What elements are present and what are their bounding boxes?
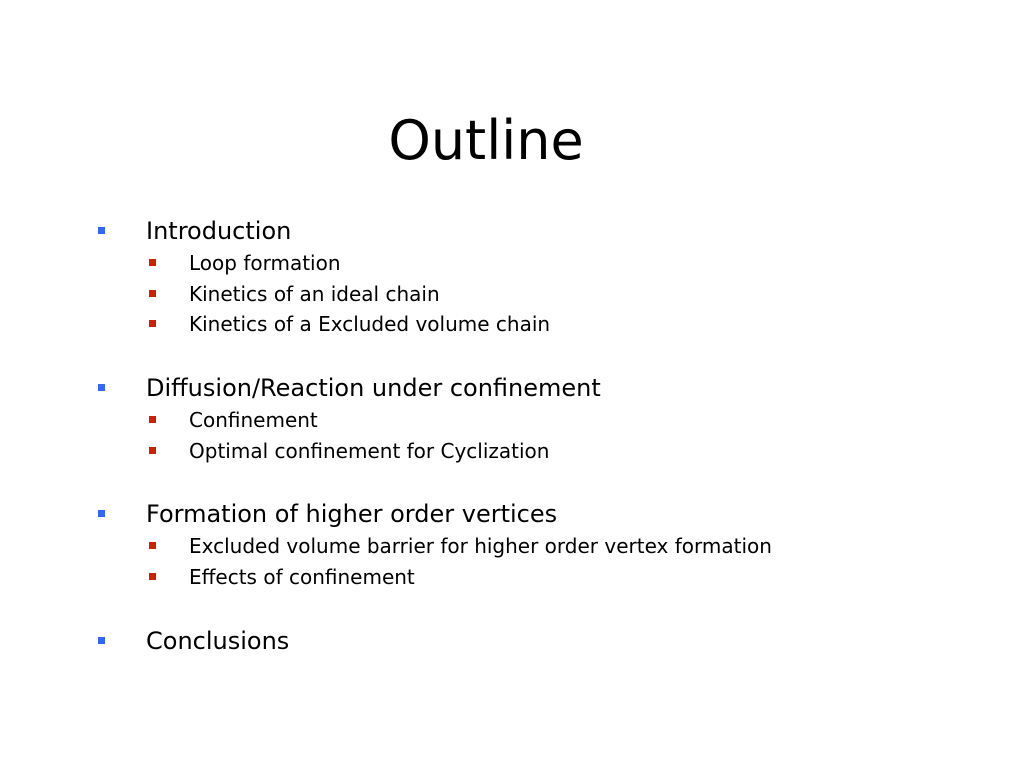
square-bullet-icon: [149, 259, 156, 266]
outline-subitem-label: Kinetics of a Excluded volume chain: [189, 312, 551, 336]
outline-subitem: [189, 533, 772, 559]
slide-title: Outline: [388, 109, 584, 172]
square-bullet-icon: [149, 416, 156, 423]
outline-subitem: [189, 438, 549, 464]
outline-item-label: Formation of higher order vertices: [146, 500, 558, 528]
square-bullet-icon: [149, 320, 156, 327]
outline-subitem: [189, 281, 440, 307]
outline-subitem: [189, 250, 341, 276]
outline-item-label: Diffusion/Reaction under confinement: [146, 374, 601, 402]
square-bullet-icon: [98, 384, 105, 391]
outline-item-higher-order-vertices: [146, 499, 557, 529]
square-bullet-icon: [149, 542, 156, 549]
outline-subitem-label: Effects of confinement: [189, 565, 415, 589]
outline-item-label: Introduction: [146, 217, 292, 245]
outline-subitem: [189, 407, 318, 433]
outline-subitem-label: Confinement: [189, 408, 318, 432]
square-bullet-icon: [149, 447, 156, 454]
outline-subitem-label: Loop formation: [189, 251, 341, 275]
outline-item-introduction: [146, 216, 291, 246]
outline-subitem-label: Optimal confinement for Cyclization: [189, 439, 550, 463]
outline-item-conclusions: [146, 626, 289, 656]
square-bullet-icon: [149, 290, 156, 297]
square-bullet-icon: [98, 637, 105, 644]
outline-subitem-label: Kinetics of an ideal chain: [189, 282, 440, 306]
square-bullet-icon: [149, 573, 156, 580]
outline-subitem-label: Excluded volume barrier for higher order vertex formation: [189, 534, 772, 558]
outline-item-diffusion-reaction: [146, 373, 601, 403]
outline-subitem: [189, 311, 550, 337]
square-bullet-icon: [98, 227, 105, 234]
square-bullet-icon: [98, 510, 105, 517]
outline-item-label: Conclusions: [146, 627, 290, 655]
outline-subitem: [189, 564, 415, 590]
